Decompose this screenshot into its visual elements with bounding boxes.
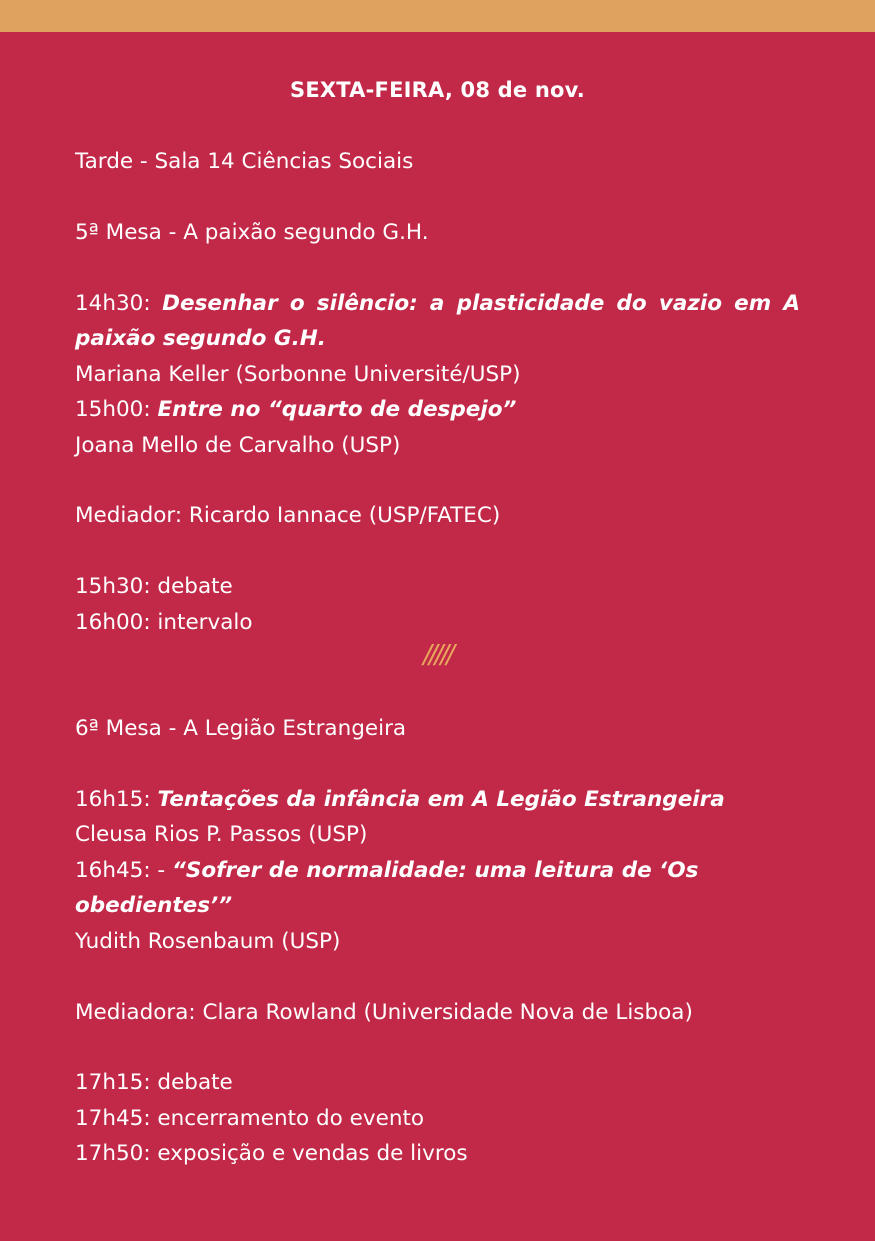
panel5-talk2 [75, 392, 800, 428]
panel5-talk1-speaker: Mariana Keller (Sorbonne Université/USP) [75, 362, 521, 387]
talk-time: 16h15: [75, 787, 151, 812]
panel6-sales: 17h50: exposição e vendas de livros [75, 1141, 468, 1166]
panel6-debate: 17h15: debate [75, 1070, 233, 1095]
panel5-talk1-line1 [75, 286, 800, 322]
panel6-title: 6ª Mesa - A Legião Estrangeira [75, 716, 407, 741]
talk-title: Desenhar o silêncio: a plasticidade do vazio em A [162, 291, 800, 316]
top-band [0, 0, 875, 32]
panel5-title: 5ª Mesa - A paixão segundo G.H. [75, 220, 429, 245]
panel6-mediator: Mediadora: Clara Rowland (Universidade Nova de Lisboa) [75, 1000, 693, 1025]
panel5-mediator: Mediador: Ricardo Iannace (USP/FATEC) [75, 503, 501, 528]
panel6-talk2-line2 [75, 888, 800, 924]
talk-time: 16h45: - [75, 858, 166, 883]
talk-title: “Sofrer de normalidade: uma leitura de ‘Os [172, 858, 699, 883]
panel5-debate: 15h30: debate [75, 574, 233, 599]
talk-title: Tentações da infância em A Legião Estrangeira [157, 787, 725, 812]
section-divider: ///// [423, 640, 452, 670]
panel6-talk1 [75, 782, 800, 818]
session-place: Tarde - Sala 14 Ciências Sociais [75, 149, 414, 174]
talk-time: 14h30: [75, 291, 151, 316]
talk-title-cont: paixão segundo G.H. [75, 326, 326, 351]
panel5-talk2-speaker: Joana Mello de Carvalho (USP) [75, 433, 401, 458]
panel6-talk2-speaker: Yudith Rosenbaum (USP) [75, 929, 341, 954]
panel6-talk1-speaker: Cleusa Rios P. Passos (USP) [75, 822, 368, 847]
panel6-talk2-line1 [75, 853, 800, 889]
panel5-talk1-line2 [75, 321, 800, 357]
day-title: SEXTA-FEIRA, 08 de nov. [290, 78, 585, 102]
talk-time: 15h00: [75, 397, 151, 422]
panel6-closing: 17h45: encerramento do evento [75, 1106, 425, 1131]
talk-title: Entre no “quarto de despejo” [157, 397, 517, 422]
talk-title-cont: obedientes’” [75, 893, 233, 918]
panel5-break: 16h00: intervalo [75, 610, 253, 635]
